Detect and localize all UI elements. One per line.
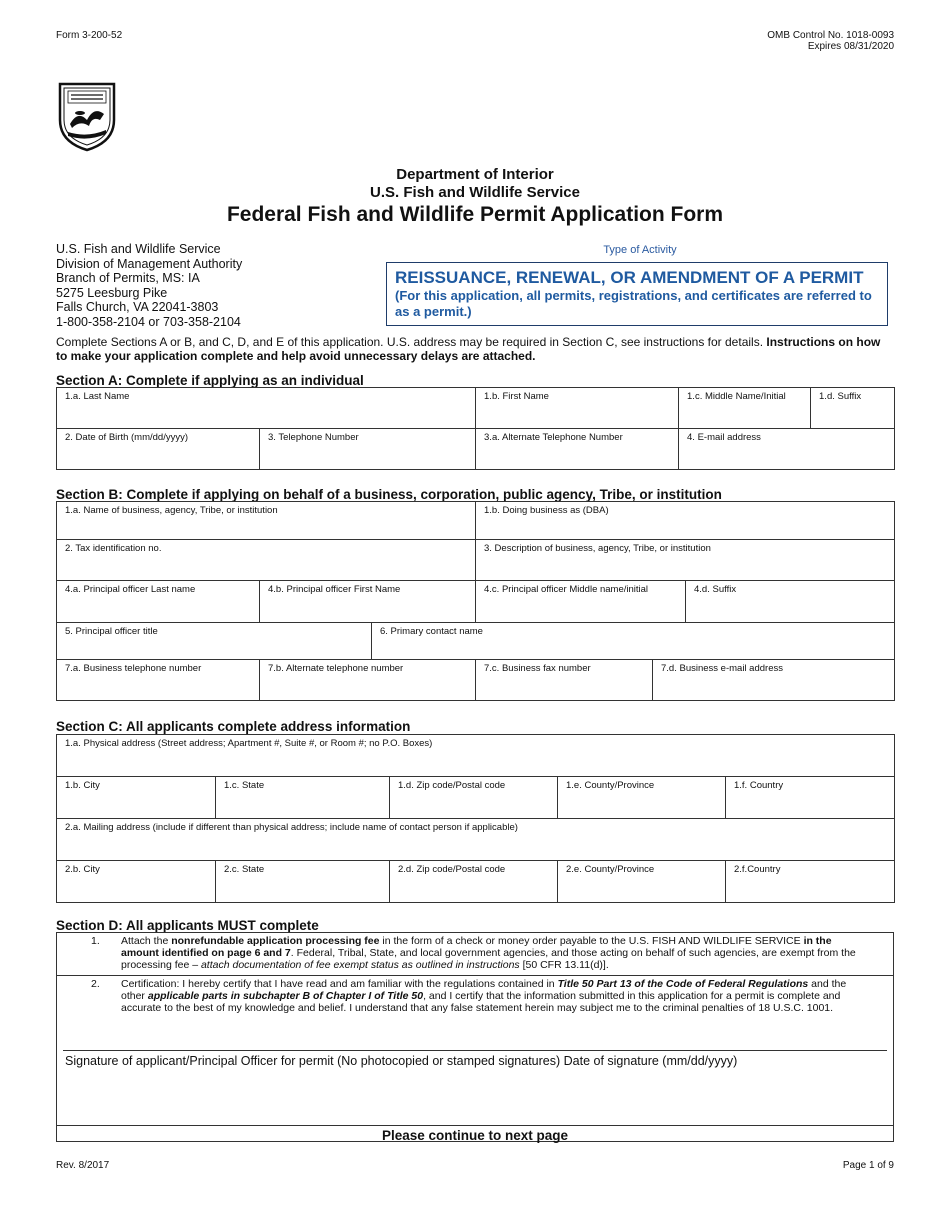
section-b-table bbox=[56, 501, 895, 701]
revision-date: Rev. 8/2017 bbox=[56, 1160, 110, 1171]
page-number: Page 1 of 9 bbox=[842, 1160, 894, 1171]
expiration-date: Expires 08/31/2020 bbox=[807, 41, 894, 52]
county-field[interactable] bbox=[558, 777, 726, 819]
form-number: Form 3-200-52 bbox=[56, 30, 123, 41]
officer-first-name-field[interactable] bbox=[260, 581, 476, 623]
mailing-zip-field[interactable] bbox=[390, 861, 558, 903]
instructions-text: Complete Sections A or B, and C, D, and E of this application. U.S. address may be required in Section C, see instructions for details. bbox=[56, 335, 767, 349]
field-label: 2.d. Zip code/Postal code bbox=[398, 864, 506, 875]
mailing-address-field[interactable] bbox=[57, 819, 895, 861]
field-label: 4. E-mail address bbox=[687, 432, 761, 443]
officer-last-name-field[interactable] bbox=[57, 581, 260, 623]
telephone-field[interactable] bbox=[260, 429, 476, 470]
section-a-title: Section A: Complete if applying as an individual bbox=[56, 373, 364, 388]
city-field[interactable] bbox=[57, 777, 216, 819]
field-label: 3.a. Alternate Telephone Number bbox=[484, 432, 623, 443]
date-of-birth-field[interactable] bbox=[57, 429, 260, 470]
middle-name-field[interactable] bbox=[679, 388, 811, 429]
physical-address-field[interactable] bbox=[57, 735, 895, 777]
field-label: 4.a. Principal officer Last name bbox=[65, 584, 196, 595]
text-span: , and I certify that the information submitted in this application for a permit is complete and accurate to the best of my knowledge and belief. I understand that any false statement herein may subject me to the criminal penalties of 18 U.S.C. 1001. bbox=[121, 990, 841, 1015]
text-span: Attach the bbox=[121, 935, 172, 947]
general-instructions bbox=[56, 335, 886, 363]
field-label: 2.f.Country bbox=[734, 864, 781, 875]
field-label: 4.b. Principal officer First Name bbox=[268, 584, 401, 595]
primary-contact-field[interactable] bbox=[372, 623, 895, 660]
address-line: Branch of Permits, MS: IA bbox=[56, 271, 200, 286]
officer-title-field[interactable] bbox=[57, 623, 372, 660]
text-bold: nonrefundable application processing fee bbox=[171, 935, 380, 947]
field-label: 3. Description of business, agency, Tribe, or institution bbox=[484, 543, 711, 554]
field-label: 2.e. County/Province bbox=[566, 864, 655, 875]
field-label: 1.d. Zip code/Postal code bbox=[398, 780, 506, 791]
field-label: 1.b. Doing business as (DBA) bbox=[484, 505, 609, 516]
tax-id-field[interactable] bbox=[57, 540, 476, 581]
text-italic: attach documentation of fee exempt status as outlined in instructions bbox=[200, 959, 520, 972]
officer-suffix-field[interactable] bbox=[686, 581, 895, 623]
field-label: 4.d. Suffix bbox=[694, 584, 737, 595]
text-span: [50 CFR 13.11(d)]. bbox=[519, 959, 609, 972]
activity-note: (For this application, all permits, registrations, and certificates are referred to as a permit.) bbox=[395, 288, 872, 319]
signature-line bbox=[63, 1050, 887, 1051]
first-name-field[interactable] bbox=[476, 388, 679, 429]
field-label: 1.c. Middle Name/Initial bbox=[687, 391, 786, 402]
field-label: 1.b. City bbox=[65, 780, 100, 791]
section-d-table bbox=[56, 932, 894, 1142]
item-number: 2. bbox=[91, 978, 100, 990]
continue-notice: Please continue to next page bbox=[57, 1125, 893, 1143]
field-label: 1.a. Last Name bbox=[65, 391, 130, 402]
field-label: 2. Date of Birth (mm/dd/yyyy) bbox=[65, 432, 189, 443]
address-phone: 1-800-358-2104 or 703-358-2104 bbox=[56, 314, 241, 329]
field-label: 4.c. Principal officer Middle name/initial bbox=[484, 584, 649, 595]
section-c-title: Section C: All applicants complete address information bbox=[56, 719, 411, 734]
text-bold-italic: applicable parts in subchapter B of Chapter I of Title 50 bbox=[147, 990, 424, 1003]
department-name: Department of Interior bbox=[396, 166, 554, 183]
signature-field[interactable]: Signature of applicant/Principal Officer for permit (No photocopied or stamped signatures) Date of signature (mm/dd/yyyy) bbox=[65, 1054, 738, 1068]
text-bold: in the amount identified on page 6 and 7 bbox=[121, 935, 832, 960]
field-label: 1.e. County/Province bbox=[566, 780, 655, 791]
business-name-field[interactable] bbox=[57, 502, 476, 540]
field-label: 1.a. Name of business, agency, Tribe, or institution bbox=[65, 505, 278, 516]
type-of-activity-box bbox=[386, 262, 888, 326]
type-of-activity-label: Type of Activity bbox=[603, 244, 677, 256]
field-label: 5. Principal officer title bbox=[65, 626, 158, 637]
text-span: in the form of a check or money order payable to the U.S. FISH AND WILDLIFE SERVICE bbox=[379, 935, 804, 947]
text-span: and the other bbox=[121, 978, 847, 1003]
field-label: 3. Telephone Number bbox=[268, 432, 359, 443]
fee-item bbox=[57, 935, 893, 976]
field-label: 7.b. Alternate telephone number bbox=[268, 663, 404, 674]
business-email-field[interactable] bbox=[653, 660, 895, 701]
section-d-title: Section D: All applicants MUST complete bbox=[56, 918, 319, 933]
usfws-seal-icon bbox=[56, 80, 118, 152]
item-number: 1. bbox=[91, 935, 100, 947]
business-phone-field[interactable] bbox=[57, 660, 260, 701]
field-label: 2.a. Mailing address (include if different than physical address; include name of contact person if applicable) bbox=[65, 822, 518, 833]
text-span: . Federal, Tribal, State, and local government agencies, and those acting on behalf of such agencies, are exempt from the processing fee – bbox=[121, 947, 856, 972]
state-field[interactable] bbox=[216, 777, 390, 819]
page-title: Federal Fish and Wildlife Permit Application Form bbox=[226, 203, 724, 226]
mailing-city-field[interactable] bbox=[57, 861, 216, 903]
fax-field[interactable] bbox=[476, 660, 653, 701]
zip-field[interactable] bbox=[390, 777, 558, 819]
section-a-table bbox=[56, 387, 895, 470]
title-block bbox=[0, 166, 950, 228]
field-label: 1.f. Country bbox=[734, 780, 784, 791]
field-label: 7.c. Business fax number bbox=[484, 663, 591, 674]
address-line: Falls Church, VA 22041-3803 bbox=[56, 300, 219, 315]
country-field[interactable] bbox=[726, 777, 895, 819]
mailing-state-field[interactable] bbox=[216, 861, 390, 903]
address-line: U.S. Fish and Wildlife Service bbox=[56, 242, 221, 256]
service-name: U.S. Fish and Wildlife Service bbox=[370, 184, 580, 201]
email-field[interactable] bbox=[679, 429, 895, 470]
mailing-county-field[interactable] bbox=[558, 861, 726, 903]
certification-text bbox=[121, 978, 871, 1015]
field-label: 1.a. Physical address (Street address; Apartment #, Suite #, or Room #; no P.O. Boxes) bbox=[65, 738, 433, 749]
address-line: Division of Management Authority bbox=[56, 256, 243, 271]
instructions-bold: Instructions on how to make your application complete and help avoid unnecessary delays are attached. bbox=[56, 335, 881, 363]
officer-middle-name-field[interactable] bbox=[476, 581, 686, 623]
omb-info bbox=[767, 30, 894, 52]
section-b-title: Section B: Complete if applying on behalf of a business, corporation, public agency, Tribe, or institution bbox=[56, 487, 722, 502]
mailing-address-block bbox=[56, 242, 242, 330]
field-label: 2.c. State bbox=[224, 864, 265, 875]
suffix-field[interactable] bbox=[811, 388, 895, 429]
field-label: 6. Primary contact name bbox=[380, 626, 483, 637]
field-label: 7.d. Business e-mail address bbox=[661, 663, 783, 674]
omb-control: OMB Control No. 1018-0093 bbox=[767, 30, 894, 41]
field-label: 2.b. City bbox=[65, 864, 100, 875]
alt-phone-field[interactable] bbox=[260, 660, 476, 701]
dba-field[interactable] bbox=[476, 502, 895, 540]
mailing-country-field[interactable] bbox=[726, 861, 895, 903]
field-label: 1.b. First Name bbox=[484, 391, 549, 402]
fee-instructions bbox=[121, 935, 871, 972]
activity-type: REISSUANCE, RENEWAL, OR AMENDMENT OF A PERMIT bbox=[395, 268, 864, 287]
business-description-field[interactable] bbox=[476, 540, 895, 581]
field-label: 1.d. Suffix bbox=[819, 391, 862, 402]
field-label: 7.a. Business telephone number bbox=[65, 663, 202, 674]
alt-telephone-field[interactable] bbox=[476, 429, 679, 470]
address-line: 5275 Leesburg Pike bbox=[56, 285, 168, 300]
field-label: 1.c. State bbox=[224, 780, 265, 791]
text-span: Certification: I hereby certify that I have read and am familiar with the regulations contained in bbox=[121, 978, 558, 990]
last-name-field[interactable] bbox=[57, 388, 476, 429]
field-label: 2. Tax identification no. bbox=[65, 543, 162, 554]
section-c-table bbox=[56, 734, 895, 903]
text-bold-italic: Title 50 Part 13 of the Code of Federal Regulations bbox=[557, 978, 809, 990]
